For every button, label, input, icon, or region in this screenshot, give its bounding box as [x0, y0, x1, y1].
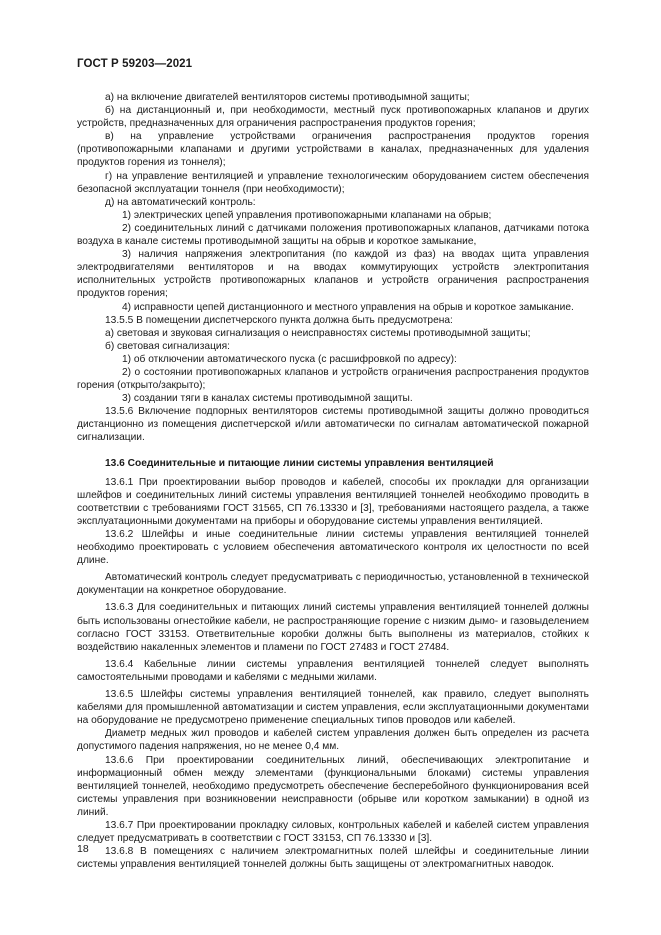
paragraph: д) на автоматический контроль:	[105, 196, 256, 208]
paragraph: 13.6.7 При проектировании прокладку силовых, контрольных кабелей и кабелей систем управления следует предусматривать в соответствии с ГОСТ 33153, СП 76.13330 и [3].	[77, 819, 589, 845]
document-body	[77, 91, 589, 871]
page-number: 18	[77, 843, 89, 855]
paragraph: 13.6.8 В помещениях с наличием электромагнитных полей шлейфы и соединительные линии системы управления вентиляцией тоннелей должны быть защищены от электромагнитных наводок.	[77, 846, 589, 871]
paragraph: 13.6.1 При проектировании выбор проводов и кабелей, способы их прокладки для организации шлейфов и соединительных линий системы управления вентиляцией тоннелей необходимо проводить в соответствии с требованиями ГОСТ 31565, СП 76.13330 и [3], требованиями настоящего раздела, а также эксплуатационными документами на приборы и оборудование системы управления вентиляцией.	[77, 476, 589, 527]
paragraph: 13.6.5 Шлейфы системы управления вентиляцией тоннелей, как правило, следует выполнять кабелями для промышленной автоматизации и систем управления, если эксплуатационными документами на оборудование не предусмотрено применение специальных типов проводов или кабелей.	[77, 689, 589, 727]
paragraph: а) на включение двигателей вентиляторов системы противодымной защиты;	[105, 92, 470, 103]
paragraph: б) на дистанционный и, при необходимости, местный пуск противопожарных клапанов и других устройств, предназначенных для ограничения распространения продуктов горения;	[77, 105, 589, 130]
paragraph: 4) исправности цепей дистанционного и местного управления на обрыв и короткое замыкание.	[122, 301, 574, 313]
paragraph: а) световая и звуковая сигнализация о неисправностях системы противодымной защиты;	[105, 327, 531, 339]
section-heading: 13.6 Соединительные и питающие линии системы управления вентиляцией	[105, 457, 494, 469]
document-header: ГОСТ Р 59203—2021	[77, 58, 193, 70]
paragraph: 2) о состоянии противопожарных клапанов и устройств ограничения распространения продуктов горения (открыто/закрыто);	[77, 366, 589, 392]
paragraph: 13.6.6 При проектировании соединительных линий, обеспечивающих электропитание и информационный обмен между элементами (функциональными блоками) системы управления вентиляцией тоннелей, необходимо предусмотреть обеспечение бесперебойного функционирования всей системы управления при возникновении неисправности (обрыве или коротком замыкании) в одной из линий.	[77, 754, 589, 818]
paragraph: б) световая сигнализация:	[105, 340, 230, 352]
paragraph: 3) наличия напряжения электропитания (по каждой из фаз) на вводах щита управления электродвигателями вентиляторов и на вводах коммутирующих устройств электропитания исполнительных устройств противопожарных клапанов и устройств ограничения распространения продуктов горения;	[77, 249, 589, 300]
paragraph: 1) электрических цепей управления противопожарными клапанами на обрыв;	[122, 209, 492, 221]
paragraph: Автоматический контроль следует предусматривать с периодичностью, установленной в технической документации на конкретное оборудование.	[77, 572, 589, 597]
paragraph: Диаметр медных жил проводов и кабелей систем управления должен быть определен из расчета допустимого падения напряжения, но не менее 0,4 мм.	[77, 728, 589, 753]
paragraph: г) на управление вентиляцией и управление технологическим оборудованием систем обеспечения безопасной эксплуатации тоннеля (при необходимости);	[77, 170, 589, 195]
paragraph: в) на управление устройствами ограничения распространения продуктов горения (противопожарными клапанами и другими устройствами в каналах, предназначенных для удаления продуктов горения из тоннеля);	[77, 131, 589, 169]
paragraph: 13.5.6 Включение подпорных вентиляторов системы противодымной защиты должно проводиться дистанционно из помещения диспетчерской и/или автоматически по сигналам автоматической пожарной сигнализации.	[77, 406, 589, 444]
paragraph: 3) создании тяги в каналах системы противодымной защиты.	[122, 393, 413, 405]
paragraph: 2) соединительных линий с датчиками положения противопожарных клапанов, датчиками потока воздуха в канале системы противодымной защиты на обрыв и короткое замыкание,	[77, 222, 589, 248]
paragraph: 13.5.5 В помещении диспетчерского пункта должна быть предусмотрена:	[105, 314, 453, 326]
paragraph: 13.6.2 Шлейфы и иные соединительные линии системы управления вентиляцией тоннелей необходимо проектировать с условием обеспечения автоматического контроля их целостности по всей длине.	[77, 529, 589, 567]
paragraph: 1) об отключении автоматического пуска (с расшифровкой по адресу):	[122, 353, 457, 365]
paragraph: 13.6.4 Кабельные линии системы управления вентиляцией тоннелей следует выполнять самостоятельными проводами и кабелями с медными жилами.	[77, 658, 589, 683]
paragraph: 13.6.3 Для соединительных и питающих линий системы управления вентиляцией тоннелей должны быть использованы огнестойкие кабели, не распространяющие горение с низким дымо- и газовыделением согласно ГОСТ 33153. Ответвительные коробки должны быть выполнены из материалов, стойких к воздействию накаленных элементов и пламени по ГОСТ 27483 и ГОСТ 27484.	[77, 602, 589, 653]
